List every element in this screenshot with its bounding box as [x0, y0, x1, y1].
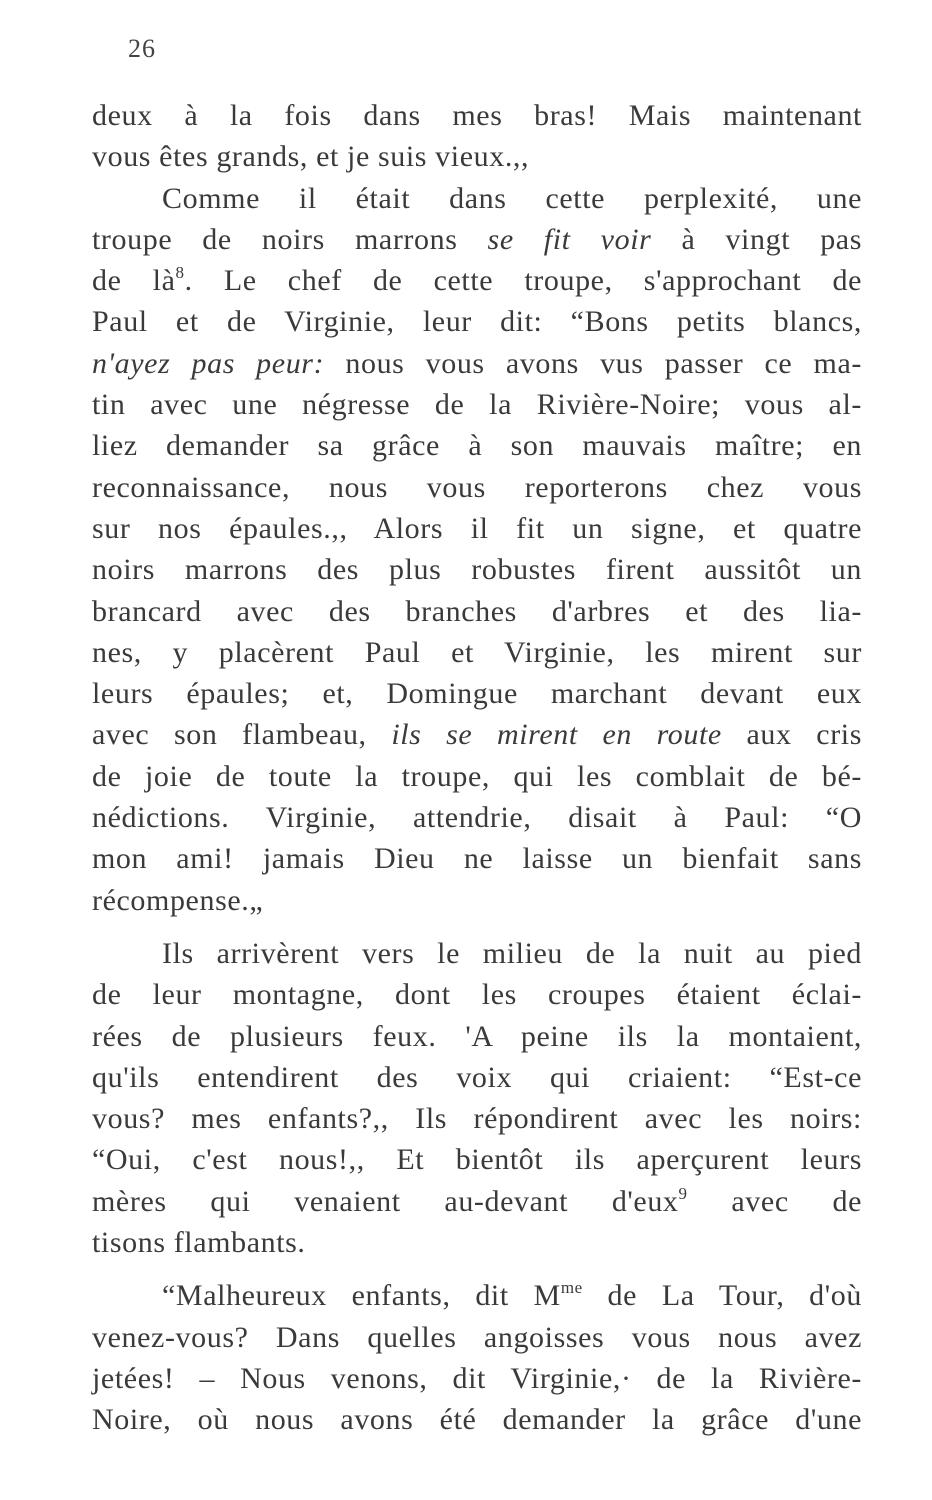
- italic-phrase: ils se mirent en route: [391, 718, 722, 752]
- text-line: qu'ils entendirent des voix qui criaient: “Est-ce: [92, 1060, 862, 1094]
- italic-phrase: n'ayez pas peur:: [92, 346, 325, 380]
- body-text: [92, 95, 862, 1441]
- text-line: troupe de noirs marrons se fit voir à vingt pas: [92, 222, 862, 256]
- footnote-marker: 8: [175, 263, 185, 283]
- text-line: jetées! – Nous venons, dit Virginie,· de la Rivière-: [92, 1361, 862, 1395]
- text-line: récompense.„: [92, 883, 264, 917]
- text-line: sur nos épaules.,, Alors il fit un signe, et quatre: [92, 511, 862, 545]
- text-line: nédictions. Virginie, attendrie, disait à Paul: “O: [92, 801, 862, 835]
- page-number: 26: [128, 34, 156, 63]
- text-line: leurs épaules; et, Domingue marchant devant eux: [92, 677, 862, 711]
- text-line: tin avec une négresse de la Rivière-Noire; vous al-: [92, 388, 862, 422]
- text-line: vous êtes grands, et je suis vieux.,,: [92, 140, 530, 174]
- text-line: brancard avec des branches d'arbres et des lia-: [92, 594, 862, 628]
- text-line: de joie de toute la troupe, qui les comblait de bé-: [92, 759, 862, 793]
- paragraph-gap: [92, 1263, 862, 1275]
- text-line: avec son flambeau, ils se mirent en route aux cris: [92, 718, 862, 752]
- text-line: vous? mes enfants?,, Ils répondirent avec les noirs:: [92, 1102, 862, 1136]
- text-line: venez-vous? Dans quelles angoisses vous nous avez: [92, 1320, 862, 1354]
- text-line: mon ami! jamais Dieu ne laisse un bienfait sans: [92, 842, 862, 876]
- paragraph-gap: [92, 921, 862, 933]
- text-line: tisons flambants.: [92, 1226, 306, 1260]
- text-line: deux à la fois dans mes bras! Mais maintenant: [92, 99, 862, 132]
- text-line: n'ayez pas peur: nous vous avons vus passer ce ma-: [92, 346, 862, 380]
- text-line: de leur montagne, dont les croupes étaient éclai-: [92, 978, 862, 1012]
- paragraph-start-line: Ils arrivèrent vers le milieu de la nuit au pied: [162, 936, 862, 970]
- text-line: noirs marrons des plus robustes firent aussitôt un: [92, 553, 862, 587]
- text-line: de $là^8$. Le chef de cette troupe, s'approchant de: [92, 263, 863, 298]
- text-line: mères qui venaient au-devant d'eux$^9$ avec de: [92, 1183, 862, 1218]
- superscript-abbreviation: me: [560, 1278, 583, 1298]
- paragraph-start-line: Comme il était dans cette perplexité, une: [162, 181, 862, 215]
- paragraph-start-line: “Malheureux enfants, dit $M^{me}$ de La Tour, d'où: [162, 1278, 862, 1313]
- italic-phrase: se fit voir: [487, 222, 652, 256]
- text-line: nes, y placèrent Paul et Virginie, les mirent sur: [92, 635, 862, 669]
- text-line: Noire, où nous avons été demander la grâce d'une: [92, 1403, 862, 1437]
- text-line: “Oui, c'est nous!,, Et bientôt ils aperçurent leurs: [92, 1143, 862, 1177]
- text-line: reconnaissance, nous vous reporterons chez vous: [92, 470, 862, 504]
- text-line: Paul et de Virginie, leur dit: “Bons petits blancs,: [92, 305, 862, 339]
- footnote-marker: 9: [678, 1183, 688, 1203]
- text-line: liez demander sa grâce à son mauvais maître; en: [92, 429, 862, 463]
- text-line: rées de plusieurs feux. 'A peine ils la montaient,: [92, 1019, 862, 1053]
